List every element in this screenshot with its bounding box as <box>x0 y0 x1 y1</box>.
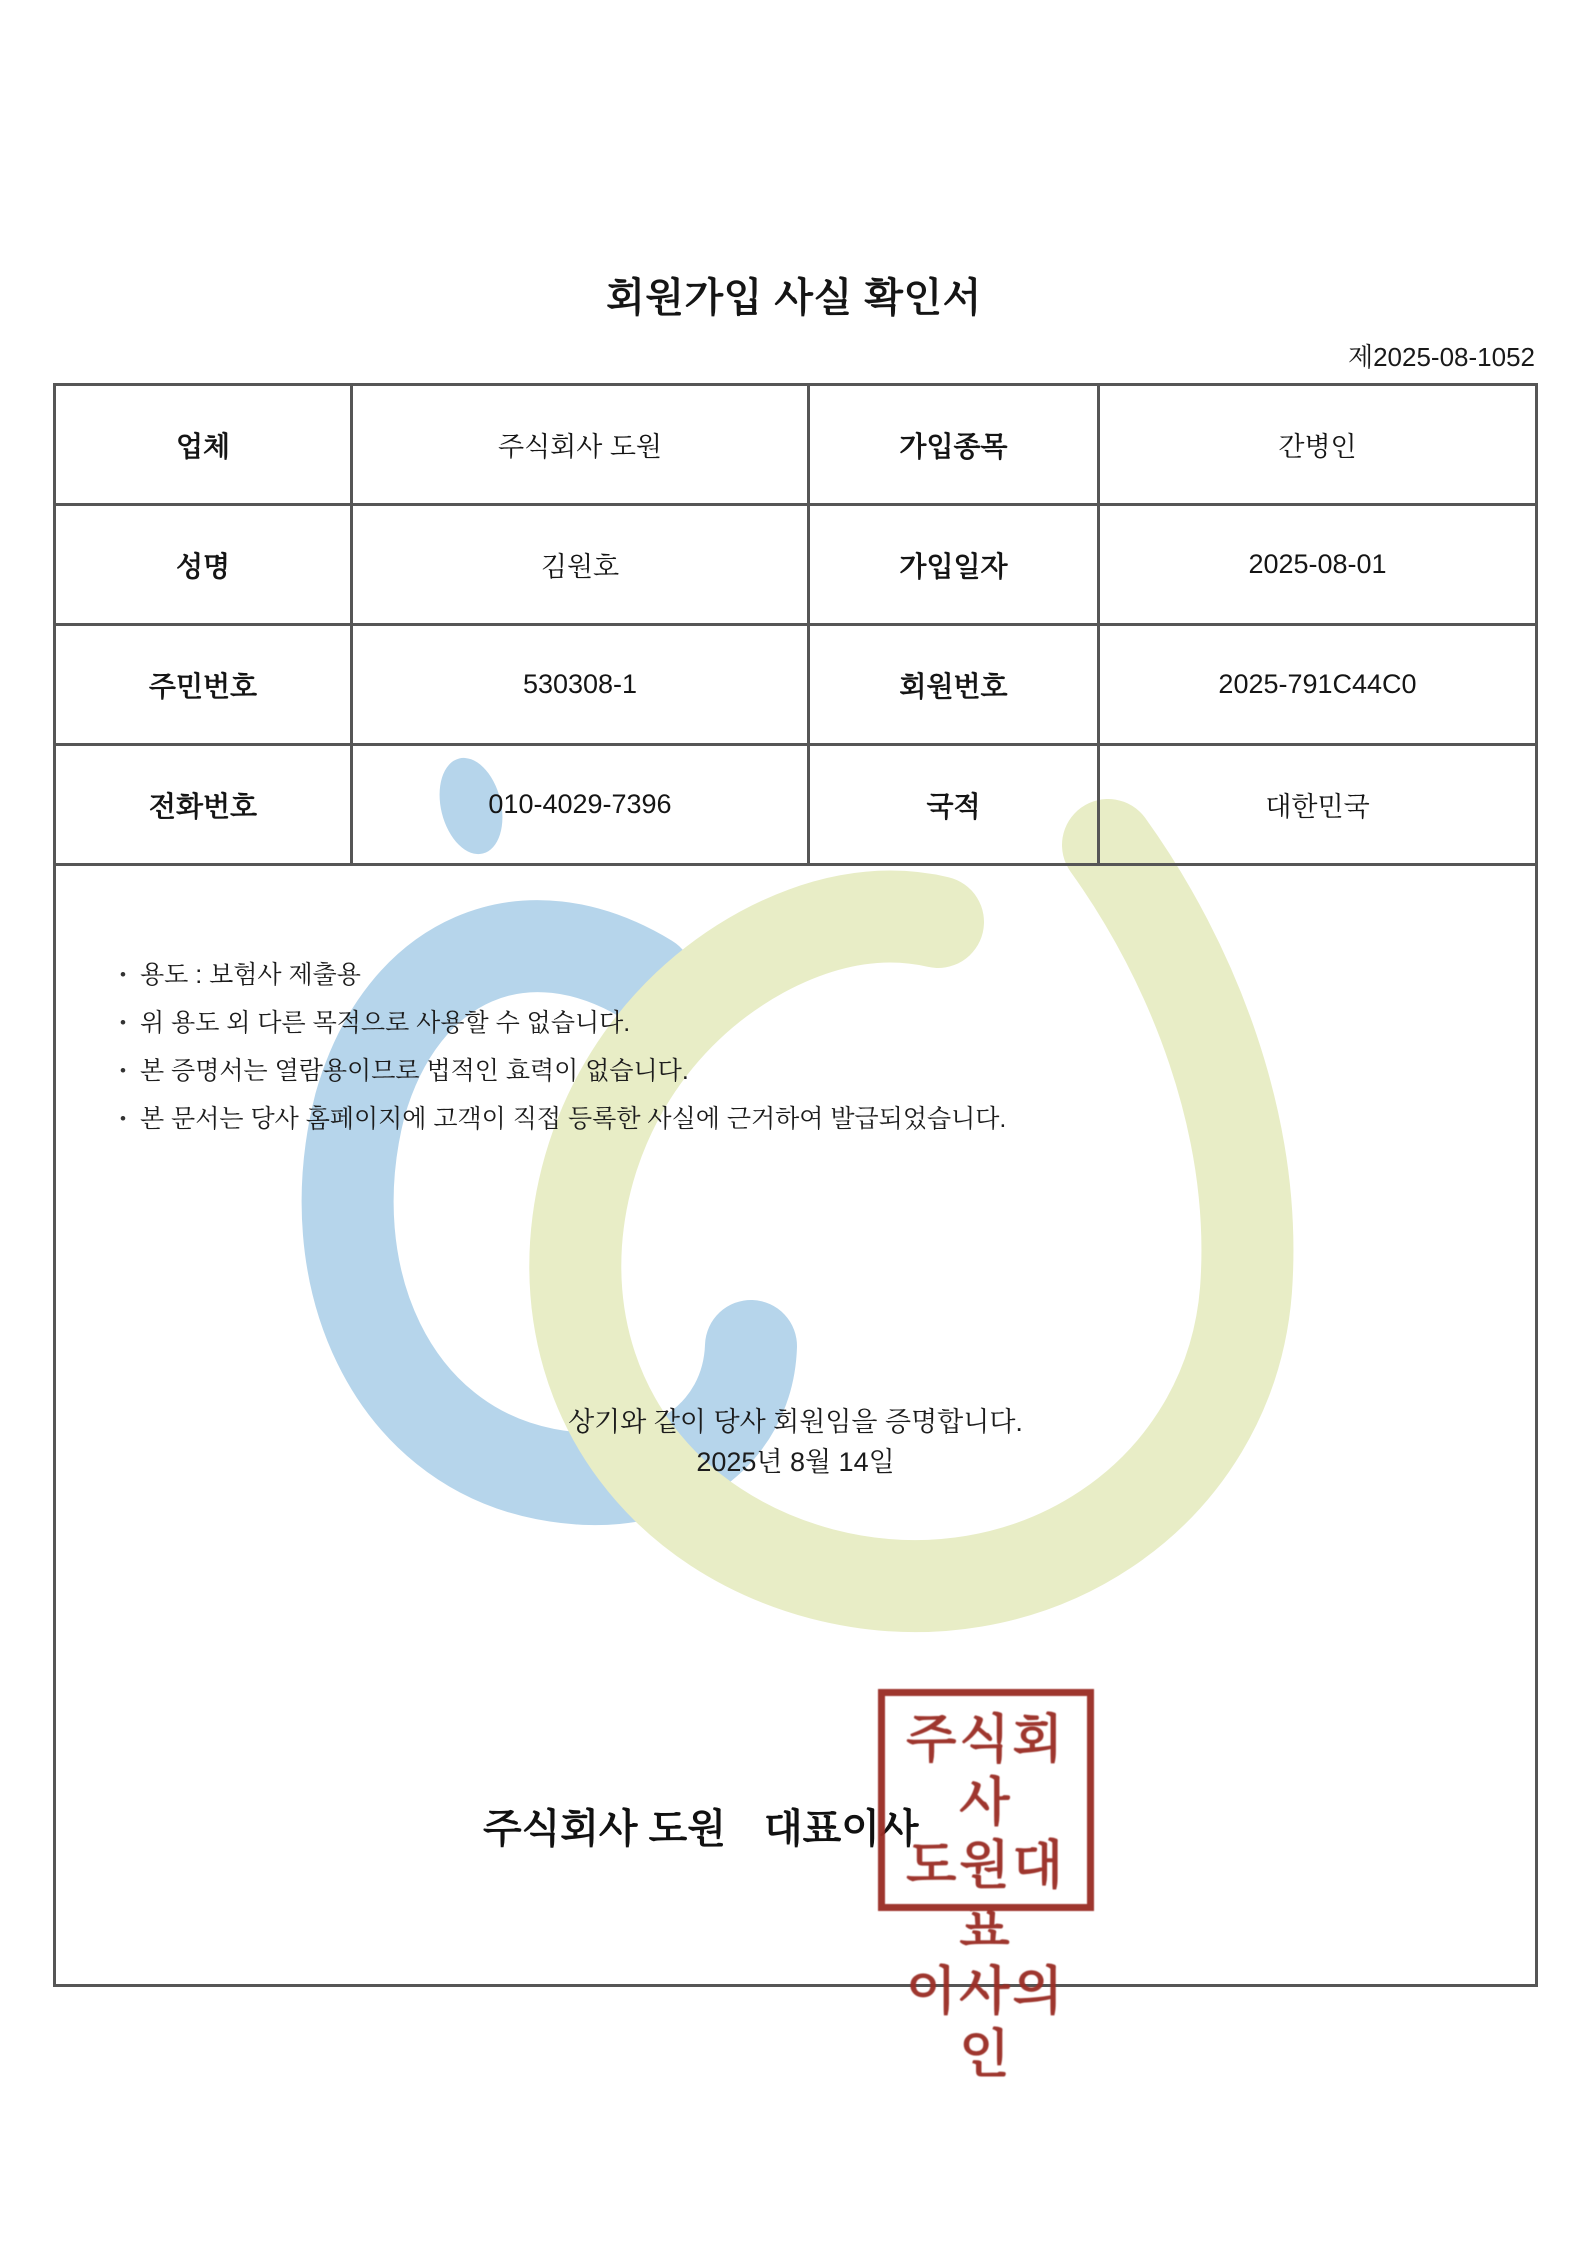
note-item <box>120 1047 1460 1095</box>
notes-list <box>120 951 1460 1143</box>
bullet-icon: • <box>120 1013 126 1032</box>
note-text: 본 문서는 당사 홈페이지에 고객이 직접 등록한 사실에 근거하여 발급되었습니다. <box>139 1105 1007 1133</box>
note-text: 위 용도 외 다른 목적으로 사용할 수 없습니다. <box>139 1009 631 1037</box>
note-text: 용도 : 보험사 제출용 <box>139 961 361 989</box>
field-value-member-no: 2025-791C44C0 <box>1099 625 1537 745</box>
page-title: 회원가입 사실 확인서 <box>606 276 982 320</box>
note-item <box>120 1095 1460 1143</box>
statement-date: 2025년 8월 14일 <box>696 1447 895 1477</box>
note-text: 본 증명서는 열람용이므로 법적인 효력이 없습니다. <box>139 1057 689 1085</box>
field-value-nationality: 대한민국 <box>1099 745 1537 865</box>
note-item <box>120 951 1460 999</box>
field-label-category: 가입종목 <box>809 385 1099 505</box>
statement-text: 상기와 같이 당사 회원임을 증명합니다. <box>568 1407 1023 1437</box>
table-row-phone <box>55 745 1537 865</box>
certification-statement <box>56 1402 1535 1482</box>
note-item <box>120 999 1460 1047</box>
field-value-name: 김원호 <box>352 505 809 625</box>
field-label-resident-no: 주민번호 <box>55 625 352 745</box>
field-value-join-date: 2025-08-01 <box>1099 505 1537 625</box>
table-row-body <box>55 865 1537 1986</box>
document-number: 제2025-08-1052 <box>1347 342 1535 372</box>
field-label-name: 성명 <box>55 505 352 625</box>
signature-company: 주식회사 도원 <box>483 1807 726 1851</box>
table-row-name <box>55 505 1537 625</box>
member-info-table <box>53 383 1538 2084</box>
field-label-member-no: 회원번호 <box>809 625 1099 745</box>
table-row-company <box>55 385 1537 505</box>
bullet-icon: • <box>120 1109 126 1128</box>
field-label-nationality: 국적 <box>809 745 1099 865</box>
bullet-icon: • <box>120 965 126 984</box>
field-value-phone: 010-4029-7396 <box>352 745 809 865</box>
seal-text-line: 이사의인 <box>906 1963 1066 2084</box>
signature-line <box>483 1797 919 1854</box>
signature-role: 대표이사 <box>763 1807 919 1851</box>
field-value-category: 간병인 <box>1099 385 1537 505</box>
seal-text-line: 주식회사 <box>906 1711 1066 1832</box>
field-value-company: 주식회사 도원 <box>352 385 809 505</box>
bullet-icon: • <box>120 1061 126 1080</box>
table-row-resident-no <box>55 625 1537 745</box>
field-value-resident-no: 530308-1 <box>352 625 809 745</box>
field-label-join-date: 가입일자 <box>809 505 1099 625</box>
seal-text-line: 도원대표 <box>906 1837 1066 1958</box>
company-seal-stamp <box>878 1689 1094 2084</box>
field-label-company: 업체 <box>55 385 352 505</box>
body-cell <box>55 865 1537 2084</box>
field-label-phone: 전화번호 <box>55 745 352 865</box>
